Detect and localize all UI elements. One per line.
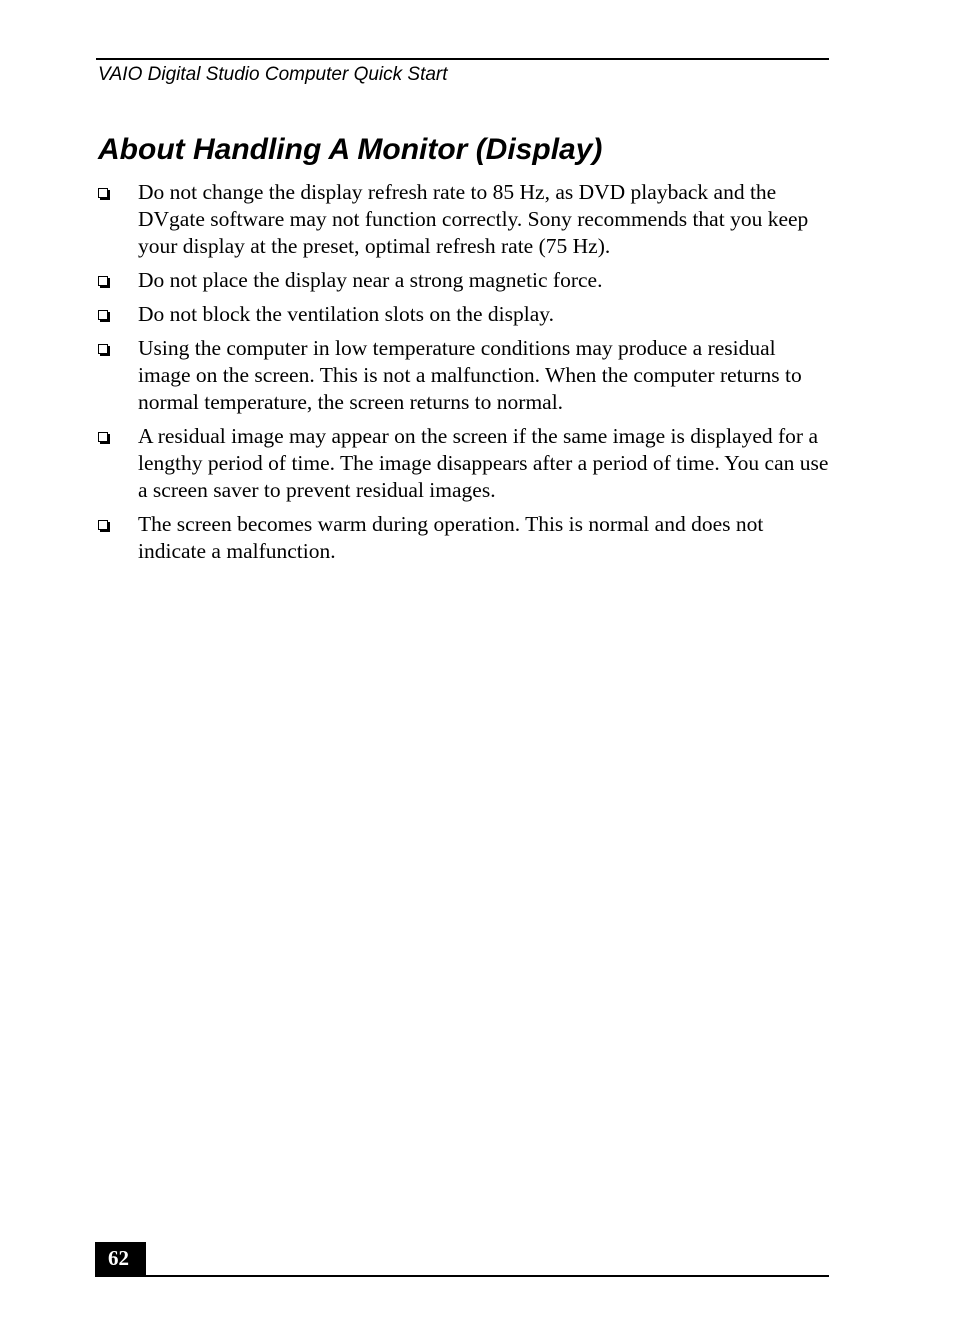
list-item <box>98 335 832 416</box>
list-item-text: Using the computer in low temperature conditions may produce a residual image on the screen. This is not a malfunction. When the computer returns to normal temperature, the screen returns to normal. <box>138 336 802 414</box>
list-item <box>98 301 832 328</box>
checkbox-icon <box>98 432 108 442</box>
list-item <box>98 423 832 504</box>
checkbox-icon <box>98 188 108 198</box>
section-title: About Handling A Monitor (Display) <box>98 133 603 166</box>
page-number: 62 <box>95 1242 146 1277</box>
list-item-text: Do not place the display near a strong magnetic force. <box>138 268 603 292</box>
list-item-text: The screen becomes warm during operation. This is normal and does not indicate a malfunction. <box>138 512 764 563</box>
list-item <box>98 179 832 260</box>
footer-rule <box>95 1275 829 1277</box>
checkbox-icon <box>98 520 108 530</box>
list-item-text: Do not change the display refresh rate to 85 Hz, as DVD playback and the DVgate software may not function correctly. Sony recommends that you keep your display at the preset, optimal refresh rate (75 Hz). <box>138 180 809 258</box>
list-item-text: Do not block the ventilation slots on the display. <box>138 302 555 326</box>
running-header: VAIO Digital Studio Computer Quick Start <box>98 64 448 85</box>
list-item-text: A residual image may appear on the screen if the same image is displayed for a lengthy period of time. The image disappears after a period of time. You can use a screen saver to prevent residual images. <box>138 424 829 502</box>
checkbox-icon <box>98 310 108 320</box>
list-item <box>98 511 832 565</box>
checkbox-icon <box>98 344 108 354</box>
list-item <box>98 267 832 294</box>
checkbox-icon <box>98 276 108 286</box>
bullet-list <box>98 179 832 572</box>
header-rule <box>96 58 829 60</box>
